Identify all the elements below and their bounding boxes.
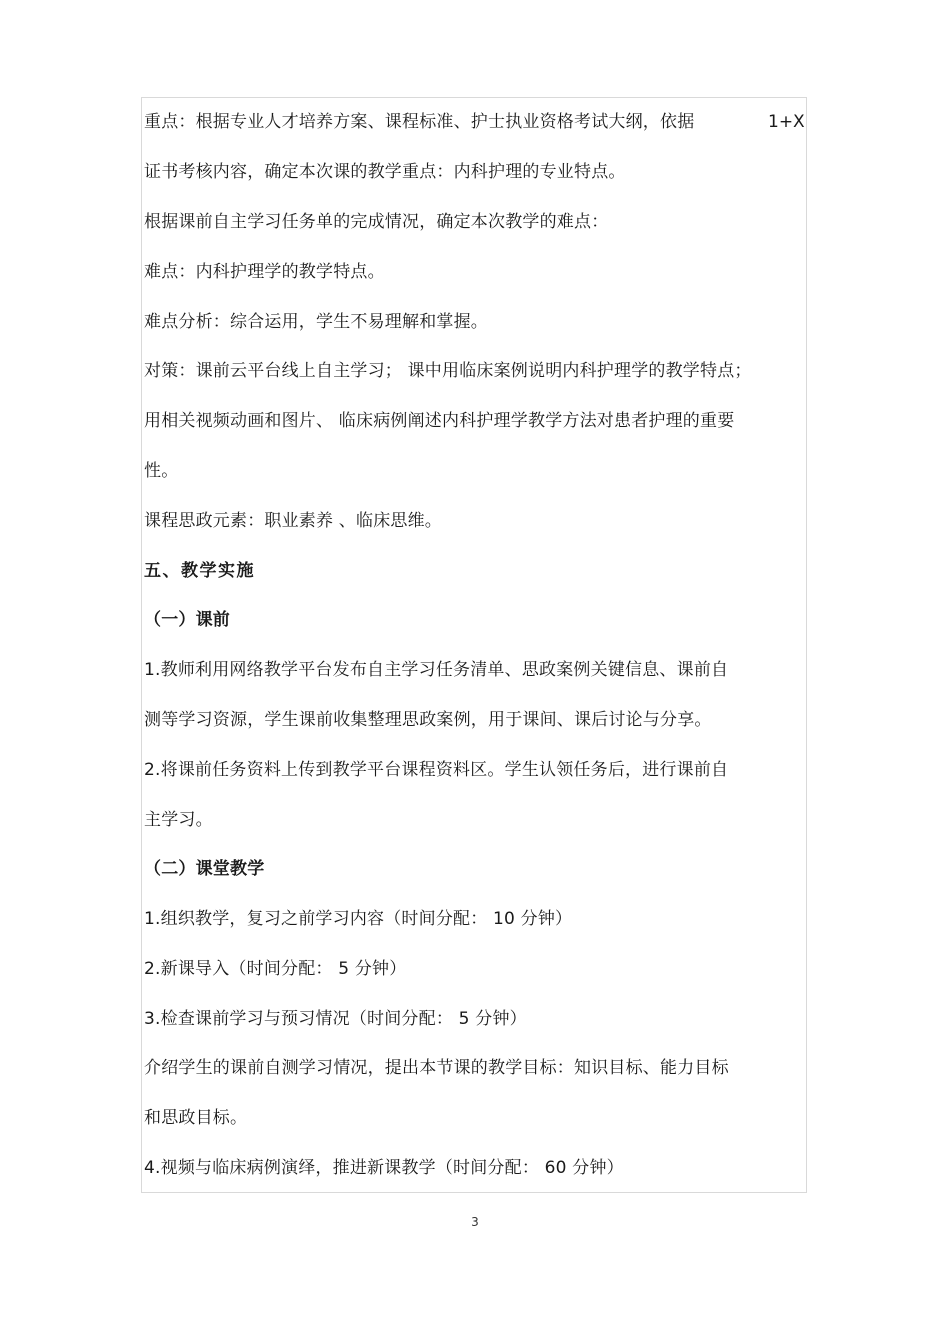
paragraph-key-points-cont: 证书考核内容，确定本次课的教学重点：内科护理的专业特点。 xyxy=(144,162,626,182)
page-number: 3 xyxy=(471,1215,479,1229)
paragraph-pre-class-2-cont: 主学习。 xyxy=(144,810,213,830)
paragraph-strategy-end: 性。 xyxy=(144,461,179,481)
paragraph-difficulty-basis: 根据课前自主学习任务单的完成情况，确定本次教学的难点： xyxy=(144,212,609,232)
paragraph-difficulty-analysis: 难点分析：综合运用，学生不易理解和掌握。 xyxy=(144,312,488,332)
subheading-classroom: （二）课堂教学 xyxy=(144,859,265,879)
paragraph-classroom-1: 1.组织教学，复习之前学习内容（时间分配： 10 分钟） xyxy=(144,909,573,929)
paragraph-pre-class-1: 1.教师利用网络教学平台发布自主学习任务清单、思政案例关键信息、课前自 xyxy=(144,660,729,680)
certificate-label: 1+X xyxy=(768,112,805,132)
paragraph-pre-class-2: 2.将课前任务资料上传到教学平台课程资料区。学生认领任务后，进行课前自 xyxy=(144,760,729,780)
section-heading-implementation: 五、教学实施 xyxy=(144,561,255,581)
paragraph-difficulty: 难点：内科护理学的教学特点。 xyxy=(144,262,385,282)
paragraph-objectives: 介绍学生的课前自测学习情况，提出本节课的教学目标：知识目标、能力目标 xyxy=(144,1058,729,1078)
paragraph-pre-class-1-cont: 测等学习资源，学生课前收集整理思政案例，用于课间、课后讨论与分享。 xyxy=(144,710,712,730)
paragraph-classroom-3: 3.检查课前学习与预习情况（时间分配： 5 分钟） xyxy=(144,1009,527,1029)
paragraph-strategy-cont: 用相关视频动画和图片、 临床病例阐述内科护理学教学方法对患者护理的重要 xyxy=(144,411,735,431)
paragraph-ideology-elements: 课程思政元素：职业素养 、临床思维。 xyxy=(144,511,443,531)
paragraph-key-points: 重点：根据专业人才培养方案、课程标准、护士执业资格考试大纲，依据 xyxy=(144,112,695,132)
paragraph-objectives-cont: 和思政目标。 xyxy=(144,1108,248,1128)
paragraph-strategy: 对策：课前云平台线上自主学习； 课中用临床案例说明内科护理学的教学特点； xyxy=(144,361,752,381)
subheading-pre-class: （一）课前 xyxy=(144,610,230,630)
paragraph-classroom-4: 4.视频与临床病例演绎，推进新课教学（时间分配： 60 分钟） xyxy=(144,1158,624,1178)
paragraph-classroom-2: 2.新课导入（时间分配： 5 分钟） xyxy=(144,959,407,979)
